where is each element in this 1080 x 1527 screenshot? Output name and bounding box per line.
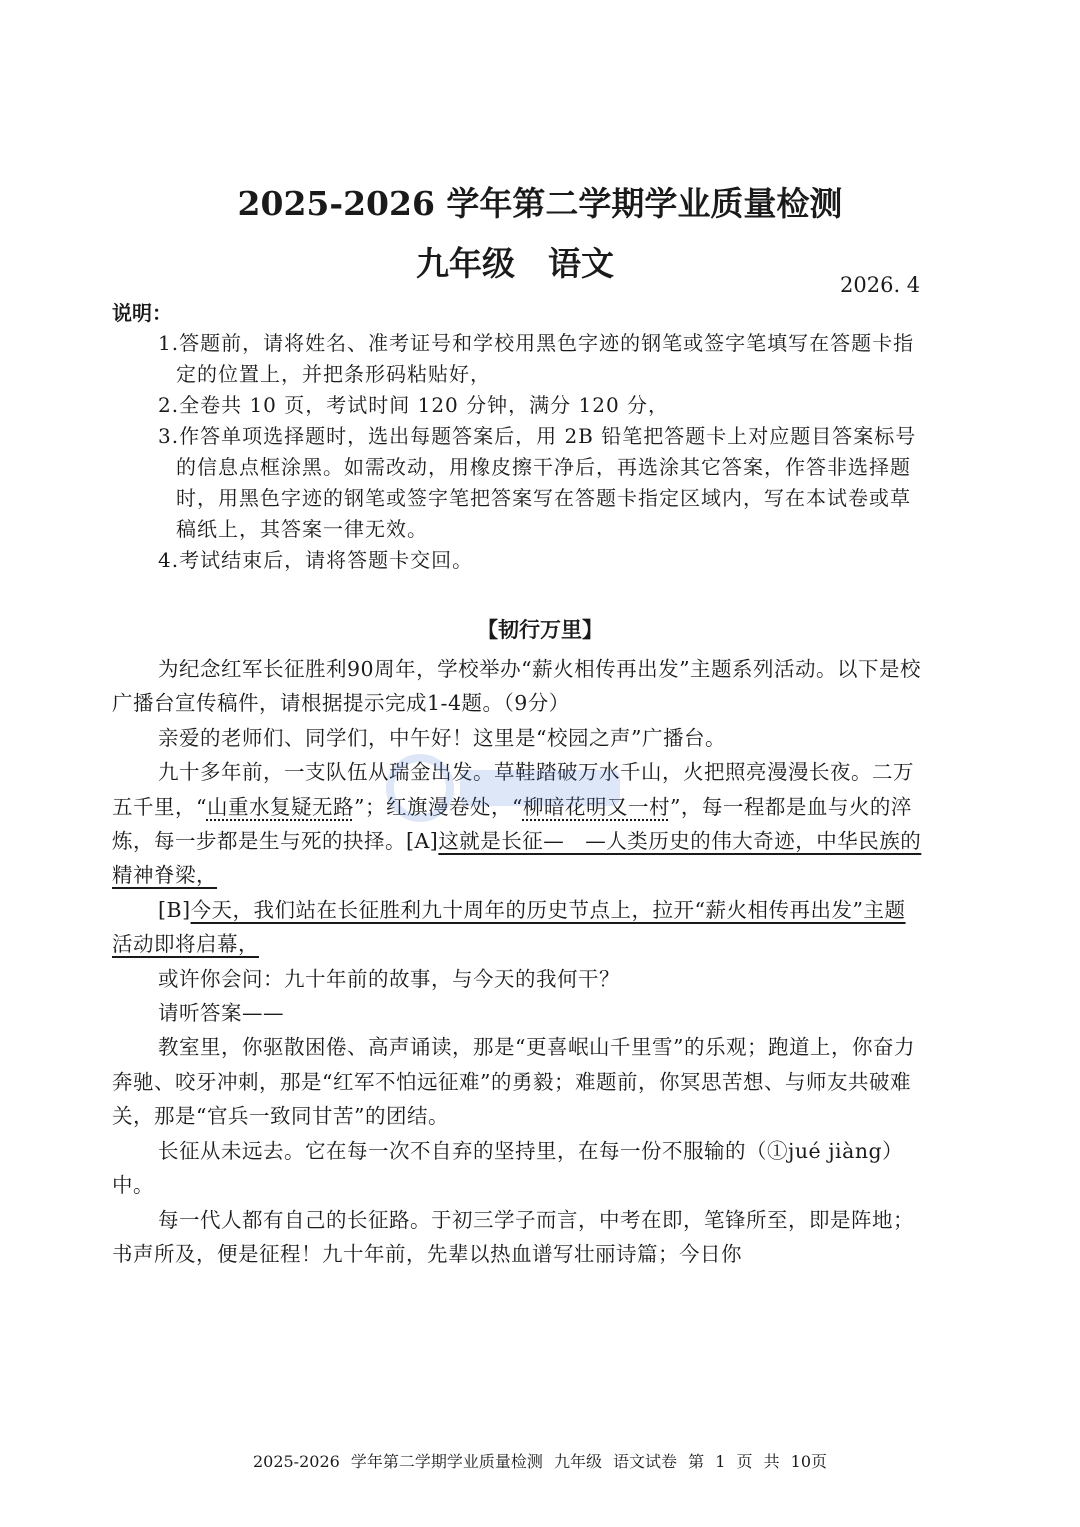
passage-paragraph-7: 每一代人都有自己的长征路。于初三学子而言，中考在即，笔锋所至，即是阵地；书声所及，便是征程！九十年前，先辈以热血谱写壮丽诗篇；今日你 xyxy=(112,1207,914,1266)
instruction-item: 3.作答单项选择题时，选出每题答案后，用 2B 铅笔把答题卡上对应题目答案标号的信息点框涂黑。如需改动，用橡皮擦干净后，再选涂其它答案，作答非选择题时，用黑色字迹的钢笔或签字笔把答案写在答题卡指定区域内，写在本试卷或草稿纸上，其答案一律无效。 xyxy=(158,424,917,541)
passage-intro: 为纪念红军长征胜利90周年，学校举办“薪火相传再出发”主题系列活动。以下是校广播台宣传稿件，请根据提示完成1-4题。（9分） xyxy=(112,657,922,716)
passage-paragraph-4: 请听答案—— xyxy=(158,1001,284,1026)
passage-paragraph-3: 或许你会问：九十年前的故事，与今天的我何干？ xyxy=(158,966,620,991)
exam-date: 2026. 4 xyxy=(840,273,921,297)
exam-title: 2025-2026 学年第二学期学业质量检测 xyxy=(237,184,843,223)
passage-greeting: 亲爱的老师们、同学们，中午好！这里是“校园之声”广播台。 xyxy=(158,725,726,750)
instruction-item: 1.答题前，请将姓名、准考证号和学校用黑色字迹的钢笔或签字笔填写在答题卡指定的位置上，并把条形码粘贴好， xyxy=(158,331,915,386)
underlined-sentence-a: 这就是长征— —人类历史的伟大奇迹，中华民族的精神脊梁， xyxy=(112,829,922,888)
p1-text: 九十多年前，一支队伍从瑞金出发。草鞋踏破万水千山，火把照亮漫漫长夜。二万五千里，“ xyxy=(112,760,914,819)
p1-text: ”，每一程都是血与火的淬炼，每一步都是生与死的抉择。[A] xyxy=(112,794,912,854)
page-footer: 2025-2026 学年第二学期学业质量检测 九年级 语文试卷 第 1 页 共 10页 xyxy=(252,1452,828,1471)
instruction-item: 4.考试结束后，请将答题卡交回。 xyxy=(158,548,474,572)
passage-paragraph-6: 长征从未远去。它在每一次不自弃的坚持里，在每一份不服输的（①jué jiàng）中。 xyxy=(112,1138,904,1198)
exam-subtitle: 九年级 语文 xyxy=(416,244,614,283)
p1-text: ”；红旗漫卷处，“ xyxy=(353,794,523,819)
passage-paragraph-2 xyxy=(112,893,924,962)
instruction-item: 2.全卷共 10 页，考试时间 120 分钟，满分 120 分， xyxy=(158,393,670,417)
marker-b: [B] xyxy=(158,897,191,922)
dotted-phrase-1: 山重水复疑无路 xyxy=(206,794,354,819)
reading-passage xyxy=(112,652,924,1271)
notes-heading: 说明： xyxy=(112,301,172,325)
section-heading: 【韧行万里】 xyxy=(477,617,603,642)
passage-paragraph-5: 教室里，你驱散困倦、高声诵读，那是“更喜岷山千里雪”的乐观；跑道上，你奋力奔驰、咬牙冲刺，那是“红军不怕远征难”的勇毅；难题前，你冥思苦想、与师友共破难关，那是“官兵一致同甘苦”的团结。 xyxy=(112,1035,915,1129)
dotted-phrase-2: 柳暗花明又一村 xyxy=(522,794,670,819)
instructions-list xyxy=(158,328,928,576)
passage-paragraph-1 xyxy=(112,755,924,893)
underlined-sentence-b: 今天，我们站在长征胜利九十周年的历史节点上，拉开“薪火相传再出发”主题活动即将启幕， xyxy=(112,897,906,957)
